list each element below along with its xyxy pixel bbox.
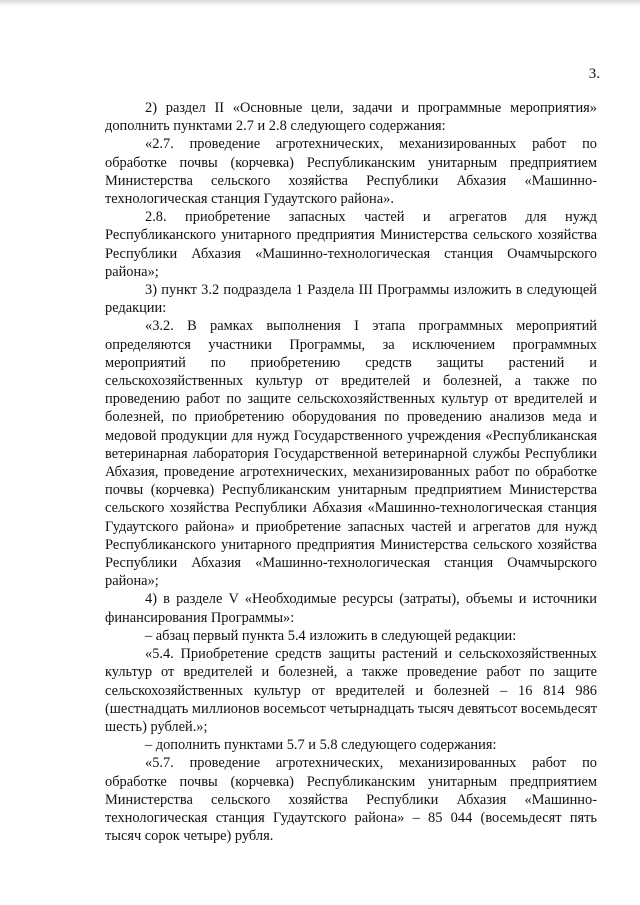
paragraph: «5.7. проведение агротехнических, механизированных работ по обработке почвы (корчевка) Республиканским унитарным предприятием Министерства сельского хозяйства Республики Абхазия «Машинно-технологическая станция Гудаутского района» – 85 044 (восемьдесят пять тысяч сорок четыре) рубля. <box>105 755 597 845</box>
document-body <box>105 99 597 845</box>
page-number: 3. <box>588 66 600 82</box>
paragraph: 2.8. приобретение запасных частей и агрегатов для нужд Республиканского унитарного предприятия Министерства сельского хозяйства Республики Абхазия «Машинно-технологическая станция Очамчырского района»; <box>105 209 597 280</box>
paragraph: 4) в разделе V «Необходимые ресурсы (затраты), объемы и источники финансирования Программы»: <box>105 591 597 626</box>
paragraph: «5.4. Приобретение средств защиты растений и сельскохозяйственных культур от вредителей и болезней, а также проведение работ по защите сельскохозяйственных культур от вредителей и болезней – 16 814 986 (шестнадцать миллионов восемьсот четырнадцать тысяч девятьсот восемьдесят шесть) рублей.»; <box>105 646 597 735</box>
paragraph: «3.2. В рамках выполнения I этапа программных мероприятий определяются участники Программы, за исключением программных мероприятий по приобретению средств защиты растений и сельскохозяйственных культур от вредителей и болезней, а также по проведению работ по защите сельскохозяйственных культур от вредителей и болезней, по приобретению оборудования по проведению анализов меда и медовой продукции для нужд Государственного учреждения «Республиканская ветеринарная лаборатория Государственной ветеринарной службы Республики Абхазия, проведение агротехнических, механизированных работ по обработке почвы (корчевка) Республиканским унитарным предприятием Министерства сельского хозяйства Республики Абхазия «Машинно-технологическая станция Гудаутского района» и приобретение запасных частей и агрегатов для нужд Республиканского унитарного предприятия Министерства сельского хозяйства Республики Абхазия «Машинно-технологическая станция Очамчырского района»; <box>105 318 597 590</box>
paragraph: «2.7. проведение агротехнических, механизированных работ по обработке почвы (корчевка) Республиканским унитарным предприятием Министерства сельского хозяйства Республики Абхазия «Машинно-технологическая станция Гудаутского района». <box>105 136 597 208</box>
scan-edge <box>0 0 640 6</box>
paragraph: 2) раздел II «Основные цели, задачи и программные мероприятия» дополнить пунктами 2.7 и 2.8 следующего содержания: <box>105 100 597 135</box>
paragraph: 3) пункт 3.2 подраздела 1 Раздела III Программы изложить в следующей редакции: <box>105 282 597 317</box>
paragraph: – дополнить пунктами 5.7 и 5.8 следующего содержания: <box>145 737 497 754</box>
paragraph: – абзац первый пункта 5.4 изложить в следующей редакции: <box>145 627 517 644</box>
